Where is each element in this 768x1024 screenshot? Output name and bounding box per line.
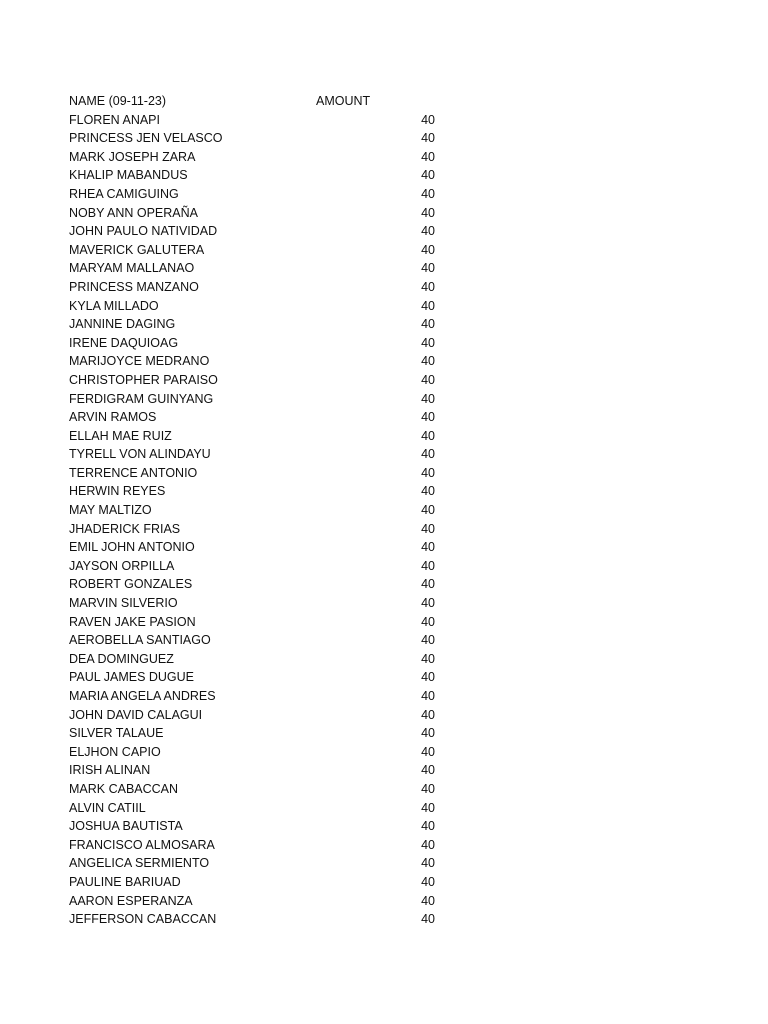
table-row	[69, 390, 449, 409]
amount-cell: 40	[421, 874, 435, 889]
name-cell: FRANCISCO ALMOSARA	[69, 837, 215, 852]
name-cell: ELLAH MAE RUIZ	[69, 428, 172, 443]
name-cell: ANGELICA SERMIENTO	[69, 856, 210, 871]
amount-column-header: AMOUNT	[316, 94, 371, 108]
amount-cell: 40	[421, 112, 435, 127]
amount-cell: 40	[421, 465, 435, 480]
amount-cell: 40	[421, 521, 435, 536]
table-row	[69, 445, 449, 464]
name-cell: JOSHUA BAUTISTA	[69, 819, 183, 834]
table-row	[69, 910, 449, 929]
amount-cell: 40	[421, 149, 435, 164]
name-cell: PAUL JAMES DUGUE	[69, 670, 195, 685]
name-cell: FERDIGRAM GUINYANG	[69, 391, 214, 406]
table-row	[69, 482, 449, 501]
table-row	[69, 854, 449, 873]
amount-cell: 40	[421, 763, 435, 778]
amount-cell: 40	[421, 168, 435, 183]
amount-cell: 40	[421, 279, 435, 294]
table-row	[69, 631, 449, 650]
amount-cell: 40	[421, 577, 435, 592]
name-cell: PRINCESS MANZANO	[69, 279, 199, 294]
amount-cell: 40	[421, 744, 435, 759]
amount-cell: 40	[421, 317, 435, 332]
table-row	[69, 408, 449, 427]
amount-cell: 40	[421, 856, 435, 871]
amount-cell: 40	[421, 670, 435, 685]
table-row	[69, 724, 449, 743]
table-row	[69, 594, 449, 613]
name-cell: IRISH ALINAN	[69, 763, 151, 778]
table-row	[69, 501, 449, 520]
name-cell: HERWIN REYES	[69, 484, 166, 499]
table-row	[69, 111, 449, 130]
table-row	[69, 575, 449, 594]
amount-cell: 40	[421, 354, 435, 369]
name-cell: JHADERICK FRIAS	[69, 521, 181, 536]
table-row	[69, 185, 449, 204]
name-cell: KHALIP MABANDUS	[69, 168, 188, 183]
table-row	[69, 259, 449, 278]
name-cell: TYRELL VON ALINDAYU	[69, 447, 211, 462]
amount-cell: 40	[421, 726, 435, 741]
table-row	[69, 464, 449, 483]
table-row	[69, 148, 449, 167]
amount-cell: 40	[421, 391, 435, 406]
amount-cell: 40	[421, 689, 435, 703]
table-row	[69, 427, 449, 446]
table-body	[69, 111, 449, 929]
name-cell: MARVIN SILVERIO	[69, 596, 178, 611]
table-row	[69, 761, 449, 780]
name-cell: AEROBELLA SANTIAGO	[69, 633, 211, 648]
name-cell: FLOREN ANAPI	[69, 112, 160, 127]
name-cell: JAYSON ORPILLA	[69, 558, 175, 573]
amount-cell: 40	[421, 707, 435, 722]
table-row	[69, 743, 449, 762]
amount-cell: 40	[421, 131, 435, 146]
name-cell: JOHN DAVID CALAGUI	[69, 707, 203, 722]
name-cell: RAVEN JAKE PASION	[69, 614, 196, 629]
table-row	[69, 892, 449, 911]
name-cell: EMIL JOHN ANTONIO	[69, 540, 195, 555]
name-cell: MAY MALTIZO	[69, 503, 152, 518]
amount-cell: 40	[421, 242, 435, 257]
amount-cell: 40	[421, 484, 435, 499]
amount-cell: 40	[421, 819, 435, 834]
amount-cell: 40	[421, 205, 435, 220]
name-column-header: NAME (09-11-23)	[69, 94, 167, 108]
amount-cell: 40	[421, 261, 435, 276]
amount-cell: 40	[421, 558, 435, 573]
name-cell: IRENE DAQUIOAG	[69, 335, 179, 350]
name-cell: SILVER TALAUE	[69, 726, 164, 741]
name-cell: JANNINE DAGING	[69, 317, 176, 332]
name-cell: NOBY ANN OPERAÑA	[69, 205, 198, 220]
amount-cell: 40	[421, 800, 435, 815]
table-row	[69, 334, 449, 353]
amount-cell: 40	[421, 596, 435, 611]
name-cell: MARIA ANGELA ANDRES	[69, 689, 216, 703]
table-row	[69, 352, 449, 371]
name-cell: KYLA MILLADO	[69, 298, 159, 313]
name-cell: MARYAM MALLANAO	[69, 261, 195, 276]
table-row	[69, 557, 449, 576]
name-cell: MAVERICK GALUTERA	[69, 242, 205, 257]
amount-cell: 40	[421, 372, 435, 387]
table-row	[69, 538, 449, 557]
name-cell: MARK CABACCAN	[69, 781, 179, 796]
amount-cell: 40	[421, 335, 435, 350]
amount-cell: 40	[421, 540, 435, 555]
table-row	[69, 836, 449, 855]
name-cell: ALVIN CATIIL	[69, 800, 146, 815]
name-cell: RHEA CAMIGUING	[69, 186, 179, 201]
amount-cell: 40	[421, 428, 435, 443]
table-row	[69, 650, 449, 669]
table-row	[69, 817, 449, 836]
table-row	[69, 315, 449, 334]
table-row	[69, 129, 449, 148]
table-row	[69, 166, 449, 185]
table-row	[69, 241, 449, 260]
amount-cell: 40	[421, 410, 435, 425]
table-row	[69, 297, 449, 316]
name-cell: PRINCESS JEN VELASCO	[69, 131, 223, 146]
payment-sheet	[69, 92, 449, 929]
table-row	[69, 613, 449, 632]
name-cell: DEA DOMINGUEZ	[69, 651, 174, 666]
name-cell: ROBERT GONZALES	[69, 577, 193, 592]
table-row	[69, 371, 449, 390]
table-row	[69, 222, 449, 241]
table-row	[69, 204, 449, 223]
amount-cell: 40	[421, 651, 435, 666]
amount-cell: 40	[421, 186, 435, 201]
amount-cell: 40	[421, 503, 435, 518]
amount-cell: 40	[421, 447, 435, 462]
table-row	[69, 780, 449, 799]
table-row	[69, 873, 449, 892]
amount-cell: 40	[421, 912, 435, 927]
table-row	[69, 687, 449, 706]
name-cell: MARIJOYCE MEDRANO	[69, 354, 210, 369]
amount-cell: 40	[421, 837, 435, 852]
table-row	[69, 668, 449, 687]
amount-cell: 40	[421, 893, 435, 908]
amount-cell: 40	[421, 298, 435, 313]
table-row	[69, 706, 449, 725]
name-cell: ARVIN RAMOS	[69, 410, 157, 425]
name-cell: JOHN PAULO NATIVIDAD	[69, 224, 218, 239]
name-cell: CHRISTOPHER PARAISO	[69, 372, 218, 387]
name-cell: PAULINE BARIUAD	[69, 874, 181, 889]
amount-cell: 40	[421, 224, 435, 239]
name-cell: JEFFERSON CABACCAN	[69, 912, 217, 927]
table-row	[69, 799, 449, 818]
amount-cell: 40	[421, 614, 435, 629]
amount-cell: 40	[421, 633, 435, 648]
amount-cell: 40	[421, 781, 435, 796]
name-cell: TERRENCE ANTONIO	[69, 465, 198, 480]
name-cell: AARON ESPERANZA	[69, 893, 193, 908]
table-row	[69, 520, 449, 539]
header-row	[69, 92, 449, 111]
name-cell: MARK JOSEPH ZARA	[69, 149, 196, 164]
table-row	[69, 278, 449, 297]
name-cell: ELJHON CAPIO	[69, 744, 161, 759]
